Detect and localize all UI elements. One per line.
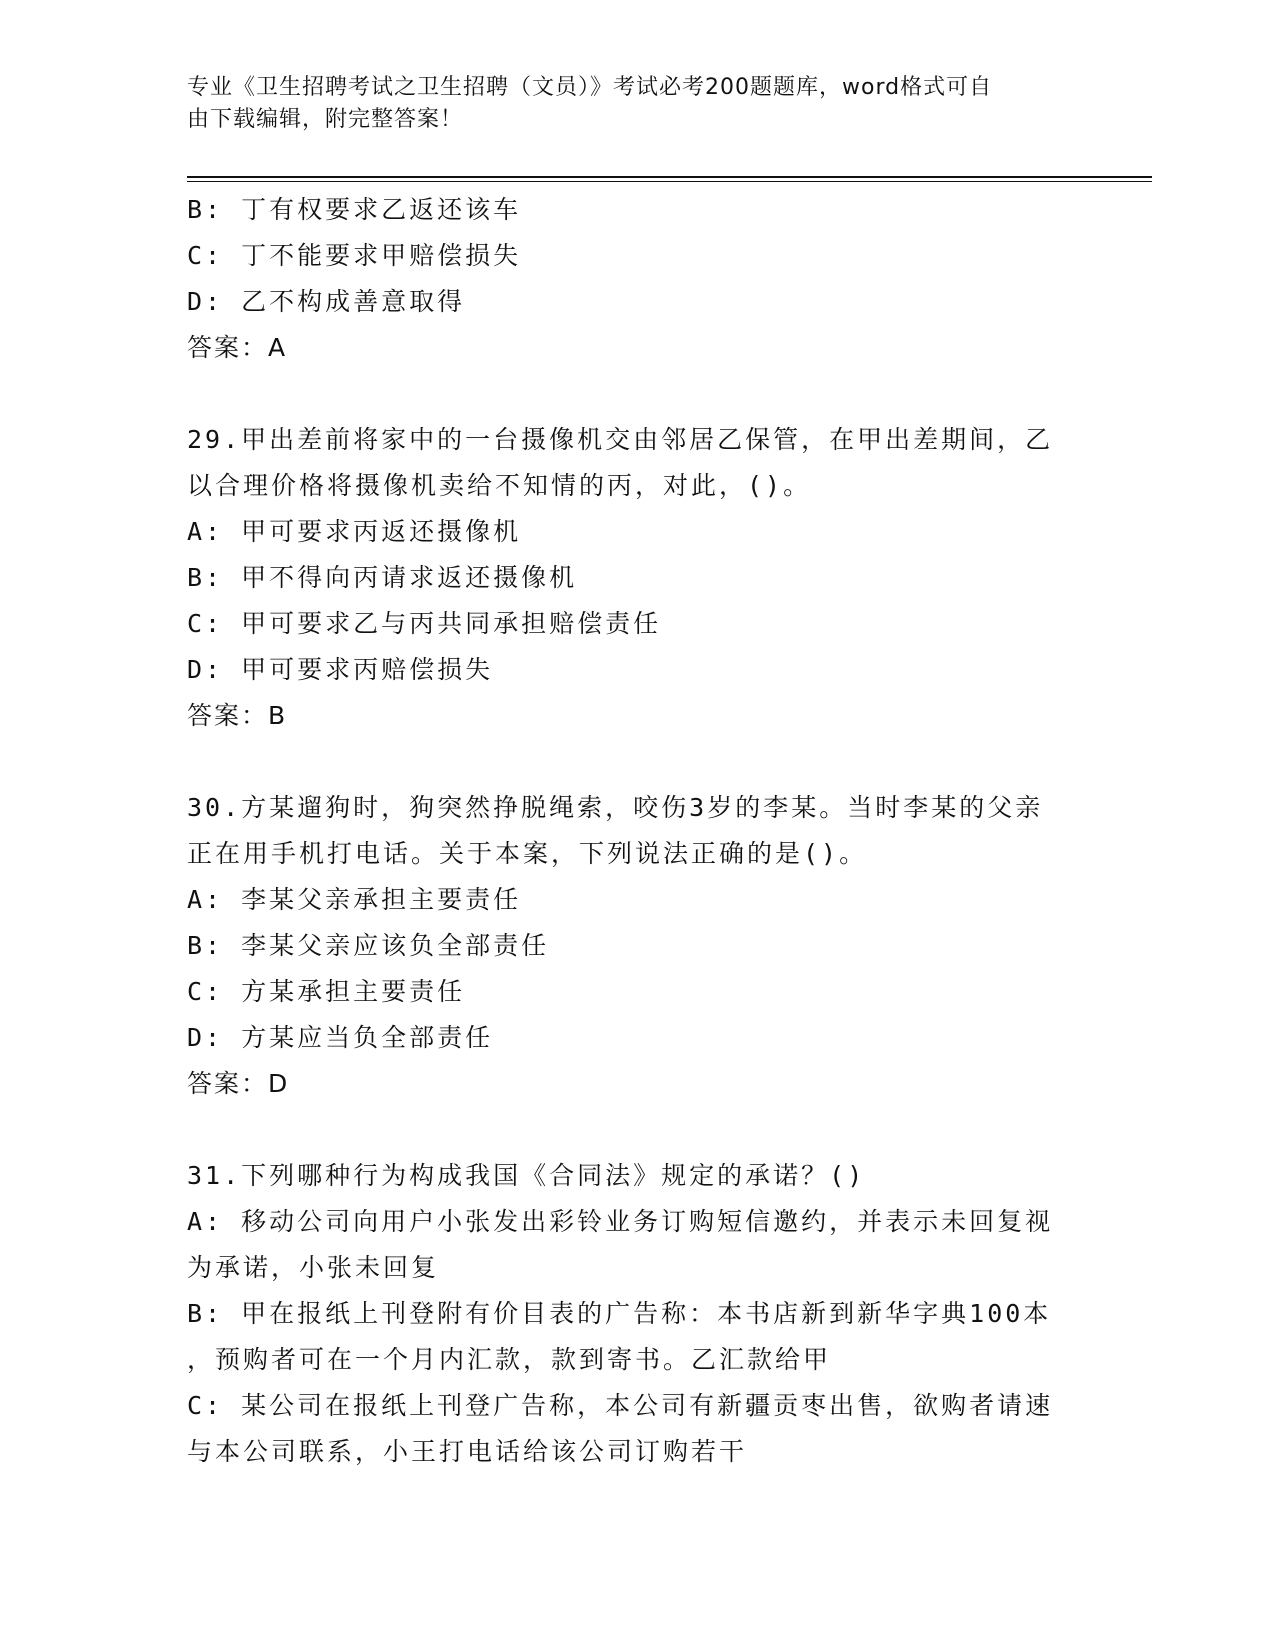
option-a: A: 甲可要求丙返还摄像机 [187,517,522,546]
document-header [187,72,1067,136]
option-b: B: 甲在报纸上刊登附有价目表的广告称：本书店新到新华字典100本 [187,1299,1052,1328]
header-rule-thin [187,181,1152,182]
option-b: B: 甲不得向丙请求返还摄像机 [187,563,578,592]
question-spacer [187,1107,1077,1153]
question-30 [187,785,1077,1107]
question-spacer [187,739,1077,785]
option-d: D: 甲可要求丙赔偿损失 [187,655,494,684]
option-c: C: 方某承担主要责任 [187,977,466,1006]
question-body [187,187,1077,1475]
header-line-1: 专业《卫生招聘考试之卫生招聘（文员）》考试必考200题题库，word格式可自 [187,75,993,100]
option-d: D: 乙不构成善意取得 [187,287,466,316]
question-stem-line: 正在用手机打电话。关于本案，下列说法正确的是()。 [187,839,868,868]
option-a: A: 移动公司向用户小张发出彩铃业务订购短信邀约，并表示未回复视 [187,1207,1054,1236]
question-stem-line: 31.下列哪种行为构成我国《合同法》规定的承诺？() [187,1161,866,1190]
question-stem-line: 29.甲出差前将家中的一台摄像机交由邻居乙保管，在甲出差期间，乙 [187,425,1054,454]
question-stem-line: 以合理价格将摄像机卖给不知情的丙，对此，()。 [187,471,812,500]
question-28-continuation [187,187,1077,371]
option-a-continued: 为承诺，小张未回复 [187,1253,440,1282]
question-29 [187,417,1077,739]
header-line-2: 由下载编辑，附完整答案！ [187,107,464,132]
question-spacer [187,371,1077,417]
question-stem-line: 30.方某遛狗时，狗突然挣脱绳索，咬伤3岁的李某。当时李某的父亲 [187,793,1044,822]
option-a: A: 李某父亲承担主要责任 [187,885,522,914]
option-c: C: 某公司在报纸上刊登广告称，本公司有新疆贡枣出售，欲购者请速 [187,1391,1054,1420]
option-c: C: 甲可要求乙与丙共同承担赔偿责任 [187,609,662,638]
option-d: D: 方某应当负全部责任 [187,1023,494,1052]
option-b: B: 丁有权要求乙返还该车 [187,195,522,224]
answer-label: 答案：B [187,701,288,730]
option-b-continued: ，预购者可在一个月内汇款，款到寄书。乙汇款给甲 [187,1345,832,1374]
question-31 [187,1153,1077,1475]
option-b: B: 李某父亲应该负全部责任 [187,931,550,960]
option-c: C: 丁不能要求甲赔偿损失 [187,241,522,270]
answer-label: 答案：D [187,1069,290,1098]
option-c-continued: 与本公司联系，小王打电话给该公司订购若干 [187,1437,748,1466]
answer-label: 答案：A [187,333,288,362]
header-rule-thick [187,176,1152,178]
